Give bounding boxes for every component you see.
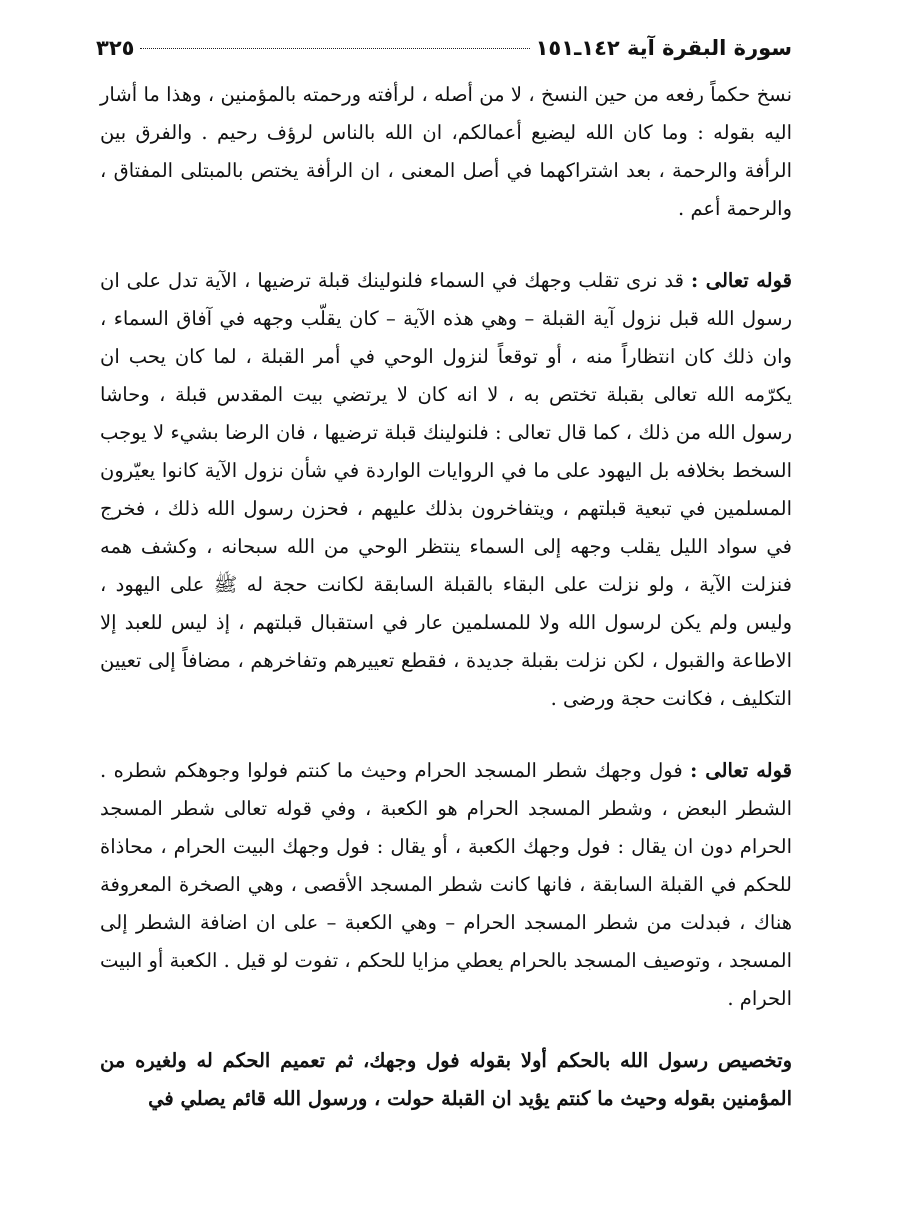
paragraph-gap [100, 718, 792, 752]
paragraph-gap [100, 1018, 792, 1042]
page-number: ٣٢٥ [96, 36, 135, 60]
running-title: سورة البقرة آية ١٤٢ـ١٥١ [535, 36, 792, 60]
header-dotted-rule [140, 48, 529, 49]
paragraph-2-heading: قوله تعالى : [690, 269, 792, 292]
paragraph-4 [100, 1042, 792, 1118]
paragraph-2 [100, 262, 792, 718]
paragraph-1-text: نسخ حكماً رفعه من حين النسخ ، لا من أصله ، لرأفته ورحمته بالمؤمنين ، وهذا ما أشار اليه بقوله : وما كان الله ليضيع أعمالكم، ان الله بالناس لرؤف رحيم . والفرق بين الرأفة والرحمة ، بعد اشتراكهما في أصل المعنى ، ان الرأفة يختص بالمبتلى المفتاق ، والرحمة أعم . [100, 83, 792, 220]
page-header [96, 28, 792, 68]
paragraph-3-text: فول وجهك شطر المسجد الحرام وحيث ما كنتم فولوا وجوهكم شطره . الشطر البعض ، وشطر المسجد الحرام هو الكعبة ، وفي قوله تعالى شطر المسجد الحرام دون ان يقال : فول وجهك الكعبة ، أو يقال : فول وجهك البيت الحرام ، محاذاة للحكم في القبلة السابقة ، فانها كانت شطر المسجد الأقصى ، وهي الصخرة المعروفة هناك ، فبدلت من شطر المسجد الحرام – وهي الكعبة – على ان اضافة الشطر إلى المسجد ، وتوصيف المسجد بالحرام يعطي مزايا للحكم ، تفوت لو قيل . الكعبة أو البيت الحرام . [100, 759, 792, 1010]
paragraph-3-heading: قوله تعالى : [690, 759, 792, 782]
paragraph-1 [100, 76, 792, 228]
paragraph-4-text: وتخصيص رسول الله بالحكم أولا بقوله فول وجهك، ثم تعميم الحكم له ولغيره من المؤمنين بقوله وحيث ما كنتم يؤيد ان القبلة حولت ، ورسول الله قائم يصلي في [100, 1049, 792, 1110]
paragraph-gap [100, 228, 792, 262]
page-body [100, 76, 792, 1118]
paragraph-3 [100, 752, 792, 1018]
paragraph-2-text: قد نرى تقلب وجهك في السماء فلنولينك قبلة ترضيها ، الآية تدل على ان رسول الله قبل نزول آية القبلة – وهي هذه الآية – كان يقلّب وجهه في آفاق السماء ، وان ذلك كان انتظاراً منه ، أو توقعاً لنزول الوحي في أمر القبلة ، لما كان يحب ان يكرّمه الله تعالى بقبلة تختص به ، لا انه كان لا يرتضي بيت المقدس قبلة ، وحاشا رسول الله من ذلك ، كما قال تعالى : فلنولينك قبلة ترضيها ، فان الرضا بشيء لا يوجب السخط بخلافه بل اليهود على ما في الروايات الواردة في شأن نزول الآية كانوا يعيّرون المسلمين في تبعية قبلتهم ، ويتفاخرون بذلك عليهم ، فحزن رسول الله ذلك ، فخرج في سواد الليل يقلب وجهه إلى السماء ينتظر الوحي من الله سبحانه ، وكشف همه فنزلت الآية ، ولو نزلت على البقاء بالقبلة السابقة لكانت حجة له ﷺ على اليهود ، وليس ولم يكن لرسول الله ولا للمسلمين عار في استقبال قبلتهم ، إذ ليس للعبد إلا الاطاعة والقبول ، لكن نزلت بقبلة جديدة ، فقطع تعييرهم وتفاخرهم ، مضافاً إلى تعيين التكليف ، فكانت حجة ورضى . [100, 269, 792, 710]
